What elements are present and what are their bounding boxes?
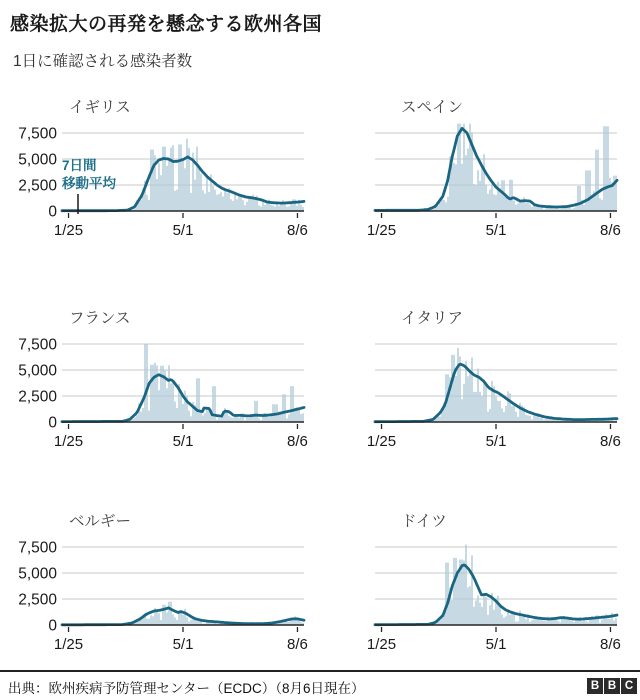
y-axis-label: 5,000	[18, 362, 57, 380]
x-axis-label: 1/25	[53, 433, 84, 450]
moving-average-annotation-line1: 7日間	[62, 158, 97, 173]
chart-belgium	[0, 502, 330, 662]
chart-title-france: フランス	[69, 310, 131, 327]
page-title: 感染拡大の再発を懸念する欧州各国	[10, 14, 323, 35]
x-axis-label: 8/6	[287, 636, 308, 653]
x-axis-label: 8/6	[287, 433, 308, 450]
bbc-logo-letter: B	[587, 678, 603, 694]
bbc-logo-letter: B	[604, 678, 620, 694]
y-axis-label: 7,500	[18, 125, 57, 143]
footer-divider	[0, 670, 640, 672]
x-axis-label: 5/1	[172, 433, 194, 450]
x-axis-label: 1/25	[366, 636, 397, 653]
chart-title-italy: イタリア	[401, 310, 464, 327]
y-axis-label: 5,000	[18, 151, 57, 169]
y-axis-label: 0	[48, 203, 57, 221]
chart-france	[0, 299, 330, 459]
x-axis-label: 5/1	[485, 222, 507, 239]
bbc-logo	[587, 678, 637, 694]
moving-average-annotation-line2: 移動平均	[62, 176, 116, 191]
y-axis-label: 0	[48, 617, 57, 635]
x-axis-label: 1/25	[53, 222, 84, 239]
x-axis-label: 1/25	[53, 636, 84, 653]
x-axis-label: 1/25	[366, 433, 397, 450]
daily-bars	[429, 545, 616, 625]
chart-italy	[313, 299, 640, 459]
daily-bars	[128, 139, 303, 212]
x-axis-label: 8/6	[600, 636, 621, 653]
bbc-logo-letter: C	[621, 678, 637, 694]
y-axis-label: 0	[48, 414, 57, 432]
chart-title-uk: イギリス	[69, 99, 131, 116]
x-axis-label: 8/6	[287, 222, 308, 239]
x-axis-label: 5/1	[485, 636, 507, 653]
x-axis-label: 1/25	[366, 222, 397, 239]
y-axis-label: 7,500	[18, 336, 57, 354]
chart-spain	[313, 88, 640, 248]
chart-title-germany: ドイツ	[401, 513, 447, 530]
chart-title-spain: スペイン	[401, 99, 464, 116]
daily-bars	[425, 348, 616, 422]
page-subtitle: 1日に確認される感染者数	[13, 53, 193, 70]
chart-uk	[0, 88, 330, 248]
x-axis-label: 5/1	[172, 222, 194, 239]
y-axis-label: 7,500	[18, 539, 57, 557]
chart-germany	[313, 502, 640, 662]
x-axis-label: 5/1	[172, 636, 194, 653]
chart-title-belgium: ベルギー	[69, 513, 132, 530]
x-axis-label: 5/1	[485, 433, 507, 450]
x-axis-label: 8/6	[600, 433, 621, 450]
daily-bars	[383, 124, 616, 211]
y-axis-label: 2,500	[18, 177, 57, 195]
y-axis-label: 5,000	[18, 565, 57, 583]
x-axis-label: 8/6	[600, 222, 621, 239]
source-note: 出典：欧州疾病予防管理センター（ECDC）（8月6日現在）	[8, 681, 365, 696]
y-axis-label: 2,500	[18, 388, 57, 406]
y-axis-label: 2,500	[18, 591, 57, 609]
